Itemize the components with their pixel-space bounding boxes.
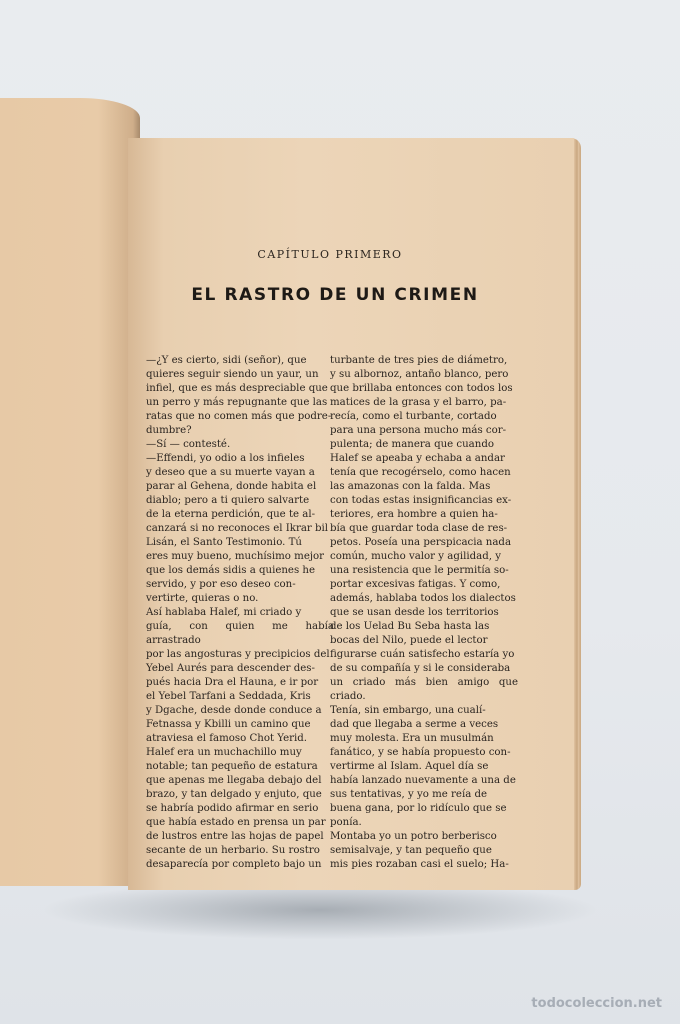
text-line: notable; tan pequeño de estatura [146,761,318,772]
text-line: que se usan desde los territorios [330,607,499,618]
text-line: una resistencia que le permitía so- [330,565,509,576]
watermark: todocoleccion.net [531,996,662,1011]
text-line: canzará si no reconoces el Ikrar bil [146,523,329,534]
text-line: petos. Poseía una perspicacia nada [330,537,512,548]
text-line: buena gana, por lo ridículo que se [330,803,507,814]
text-line: muy molesta. Era un musulmán [330,733,494,744]
text-line: Halef era un muchachillo muy [146,747,302,758]
text-line: desaparecía por completo bajo un [146,859,322,870]
text-line: vertirte, quieras o no. [146,593,259,604]
text-line: Así hablaba Halef, mi criado y [146,607,302,618]
text-line: parar al Gehena, donde habita el [146,481,317,492]
text-line: bocas del Nilo, puede el lector [330,635,488,646]
text-line: eres muy bueno, muchísimo mejor [146,551,325,562]
text-line: vertirme al Islam. Aquel día se [330,761,489,772]
text-line: de los Uelad Bu Seba hasta las [330,621,490,632]
text-line: Halef se apeaba y echaba a andar [330,453,505,464]
text-line: Montaba yo un potro berberisco [330,831,497,842]
text-line: fanático, y se había propuesto con- [330,747,511,758]
text-line: mis pies rozaban casi el suelo; Ha- [330,859,509,870]
text-line: dumbre? [146,425,192,436]
text-line: brazo, y tan delgado y enjuto, que [146,789,322,800]
text-line: —Sí — contesté. [146,439,231,450]
text-line: con todas estas insignificancias ex- [330,495,512,506]
text-line: se habría podido afirmar en serio [146,803,319,814]
text-line: el Yebel Tarfani a Seddada, Kris [146,691,311,702]
text-line: Fetnassa y Kbilli un camino que [146,719,311,730]
text-line: de la eterna perdición, que te al- [146,509,316,520]
chapter-title: EL RASTRO DE UN CRIMEN [191,285,479,305]
text-line: portar excesivas fatigas. Y como, [330,579,501,590]
text-line: recía, como el turbante, cortado [330,411,497,422]
text-line: de su compañía y si le consideraba [330,663,511,674]
text-line: servido, y por eso deseo con- [146,579,296,590]
text-line: un perro y más repugnante que las [146,397,328,408]
text-column-right [330,354,518,872]
text-line: ponía. [330,817,362,828]
text-line: matices de la grasa y el barro, pa- [330,397,507,408]
text-line: atraviesa el famoso Chot Yerid. [146,733,308,744]
text-line: dad que llegaba a serme a veces [330,719,499,730]
text-line: bía que guardar toda clase de res- [330,523,508,534]
text-line: y Dgache, desde donde conduce a [146,705,322,716]
text-line: —Effendi, yo odio a los infieles [146,453,305,464]
text-line: para una persona mucho más cor- [330,425,507,436]
text-line: había lanzado nuevamente a una de [330,775,516,786]
text-line: semisalvaje, y tan pequeño que [330,845,492,856]
text-line: tenía que recogérselo, como hacen [330,467,511,478]
text-line: además, hablaba todos los dialectos [330,593,516,604]
text-line: diablo; pero a ti quiero salvarte [146,495,310,506]
text-line: pulenta; de manera que cuando [330,439,494,450]
text-line: y deseo que a su muerte vayan a [146,467,315,478]
text-line: pués hacia Dra el Hauna, e ir por [146,677,319,688]
text-line: que había estado en prensa un par [146,817,326,828]
text-line: secante de un herbario. Su rostro [146,845,320,856]
left-page [0,98,140,886]
text-line: guía, con quien me había arrastrado [146,621,334,646]
text-line: por las angosturas y precipicios del [146,649,330,660]
text-line: Lisán, el Santo Testimonio. Tú [146,537,302,548]
text-line: de lustros entre las hojas de papel [146,831,324,842]
text-line: que apenas me llegaba debajo del [146,775,322,786]
text-line: Tenía, sin embargo, una cualí- [330,705,486,716]
text-line: que los demás sidis a quienes he [146,565,316,576]
text-line: —¿Y es cierto, sidi (señor), que [146,355,307,366]
text-line: que brillaba entonces con todos los [330,383,513,394]
text-line: figurarse cuán satisfecho estaría yo [330,649,515,660]
text-column-left [146,354,334,872]
text-line: turbante de tres pies de diámetro, [330,355,508,366]
text-line: y su albornoz, antaño blanco, pero [330,369,509,380]
text-line: sus tentativas, y yo me reía de [330,789,488,800]
text-line: común, mucho valor y agilidad, y [330,551,501,562]
text-line: teriores, era hombre a quien ha- [330,509,498,520]
text-line: las amazonas con la falda. Mas [330,481,491,492]
text-line: ratas que no comen más que podre- [146,411,332,422]
text-line: infiel, que es más despreciable que [146,383,328,394]
chapter-label: CAPÍTULO PRIMERO [257,248,403,261]
text-line: Yebel Aurés para descender des- [146,663,315,674]
text-line: un criado más bien amigo que criado. [330,677,518,702]
text-line: quieres seguir siendo un yaur, un [146,369,319,380]
